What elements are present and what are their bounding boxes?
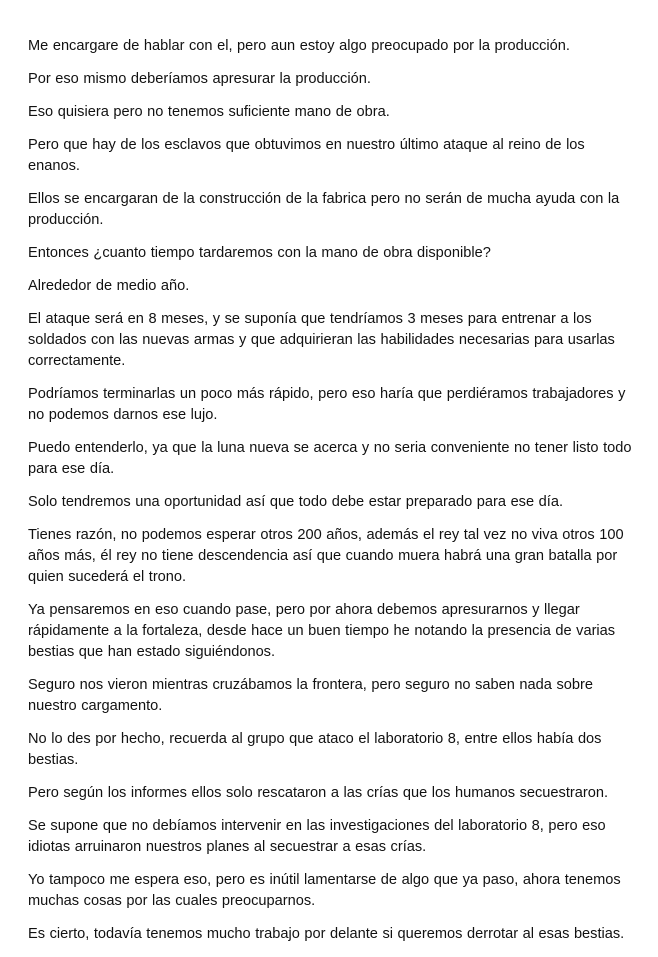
- paragraph: Seguro nos vieron mientras cruzábamos la frontera, pero seguro no saben nada sobre nuestro cargamento.: [28, 677, 593, 714]
- paragraph: Pero que hay de los esclavos que obtuvimos en nuestro último ataque al reino de los enanos.: [28, 137, 585, 174]
- paragraph: Tienes razón, no podemos esperar otros 200 años, además el rey tal vez no viva otros 100 años más, él rey no tiene descendencia así que cuando muera habrá una gran batalla por quien sucederá el trono.: [28, 527, 624, 585]
- paragraph: Es cierto, todavía tenemos mucho trabajo por delante si queremos derrotar al esas bestias.: [28, 926, 625, 942]
- paragraph: El ataque será en 8 meses, y se suponía que tendríamos 3 meses para entrenar a los soldados con las nuevas armas y que adquirieran las habilidades necesarias para usarlas correctamente.: [28, 311, 615, 369]
- paragraph: Pero según los informes ellos solo rescataron a las crías que los humanos secuestraron.: [28, 785, 609, 801]
- paragraph: Por eso mismo deberíamos apresurar la producción.: [28, 71, 371, 87]
- paragraph: Ya pensaremos en eso cuando pase, pero por ahora debemos apresurarnos y llegar rápidamente a la fortaleza, desde hace un buen tiempo he notando la presencia de varias bestias que han estado siguiéndonos.: [28, 602, 616, 660]
- paragraph: Me encargare de hablar con el, pero aun estoy algo preocupado por la producción.: [28, 38, 570, 54]
- document-body: [28, 36, 632, 957]
- paragraph: Eso quisiera pero no tenemos suficiente mano de obra.: [28, 104, 390, 120]
- paragraph: Entonces ¿cuanto tiempo tardaremos con la mano de obra disponible?: [28, 245, 491, 261]
- paragraph: Podríamos terminarlas un poco más rápido, pero eso haría que perdiéramos trabajadores y no podemos darnos ese lujo.: [28, 386, 626, 423]
- paragraph: Solo tendremos una oportunidad así que todo debe estar preparado para ese día.: [28, 494, 563, 510]
- paragraph: No lo des por hecho, recuerda al grupo que ataco el laboratorio 8, entre ellos había dos bestias.: [28, 731, 602, 768]
- paragraph: Yo tampoco me espera eso, pero es inútil lamentarse de algo que ya paso, ahora tenemos muchas cosas por las cuales preocuparnos.: [28, 872, 621, 909]
- paragraph: Puedo entenderlo, ya que la luna nueva se acerca y no seria conveniente no tener listo todo para ese día.: [28, 440, 632, 477]
- paragraph: Se supone que no debíamos intervenir en las investigaciones del laboratorio 8, pero eso idiotas arruinaron nuestros planes al secuestrar a esas crías.: [28, 818, 606, 855]
- paragraph: Alrededor de medio año.: [28, 278, 190, 294]
- paragraph: Ellos se encargaran de la construcción de la fabrica pero no serán de mucha ayuda con la producción.: [28, 191, 620, 228]
